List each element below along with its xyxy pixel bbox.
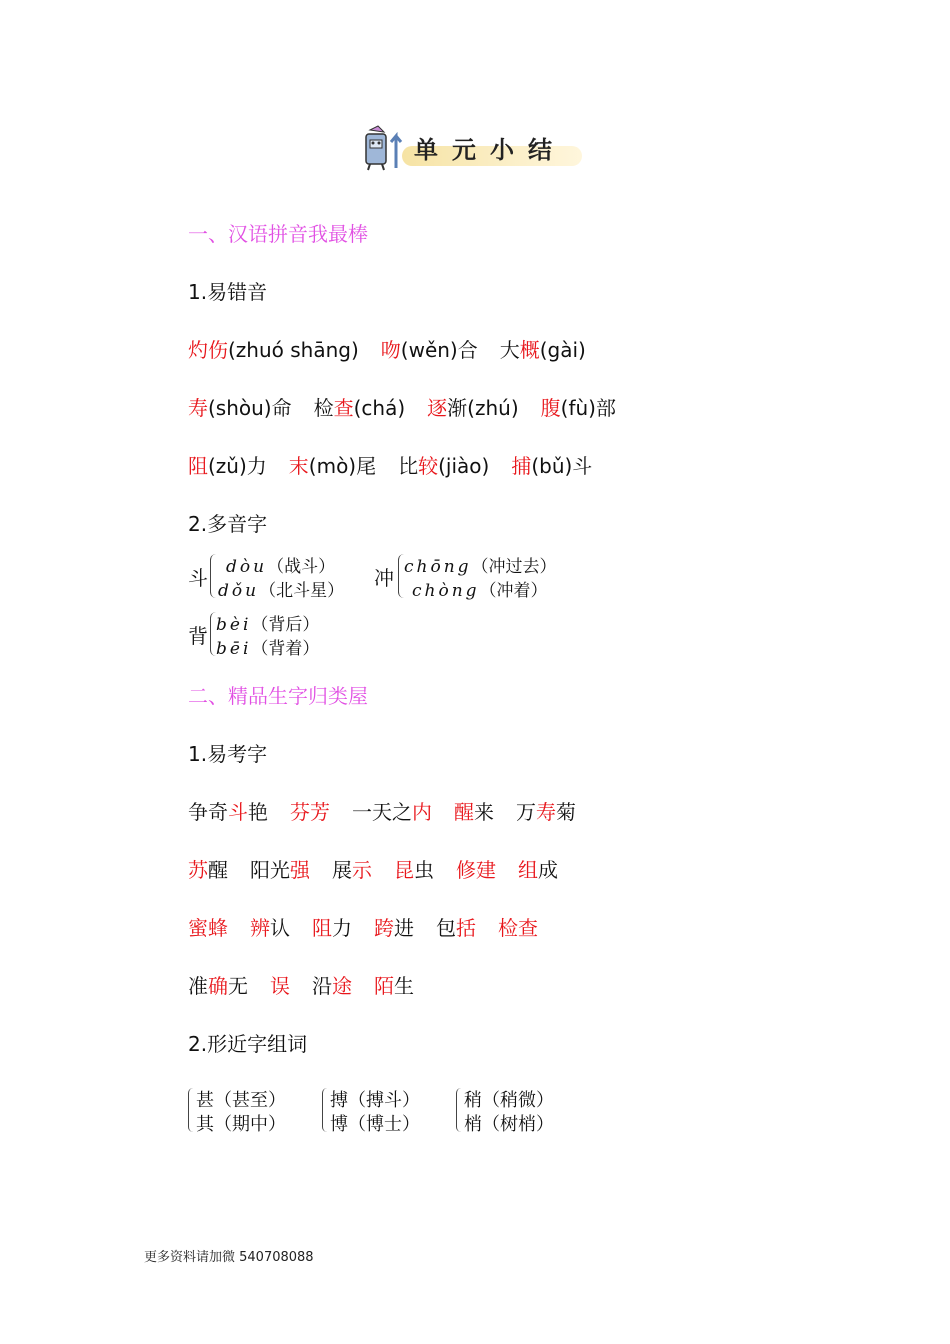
pron-line-1 [188, 334, 608, 363]
plain-text: 成 [538, 858, 558, 882]
highlighted-char: 示 [352, 858, 372, 882]
polyphone-char: 斗 [188, 566, 208, 590]
word-item [188, 858, 228, 882]
subheading-duoyinzi: 2.多音字 [188, 512, 268, 536]
word-item [394, 858, 434, 882]
pinyin: dǒu [218, 581, 260, 601]
word-item [188, 916, 228, 940]
word-line-2 [188, 854, 580, 883]
section-heading-shengzi: 二、精品生字归类屋 [188, 684, 368, 708]
example-word: （背着） [251, 639, 320, 659]
plain-text: (chá) [353, 396, 406, 420]
pinyin: chòng [412, 581, 480, 601]
highlighted-char: 概 [519, 338, 540, 362]
plain-text: 醒 [208, 858, 228, 882]
highlighted-char: 醒 [454, 800, 474, 824]
word-item [541, 396, 616, 420]
plain-text: 准 [188, 974, 208, 998]
word-item [188, 974, 248, 998]
word-item [511, 454, 592, 478]
plain-text: 无 [228, 974, 248, 998]
plain-text: 进 [394, 916, 414, 940]
plain-text: 生 [394, 974, 414, 998]
highlighted-char: 确 [208, 974, 228, 998]
word-item [374, 974, 414, 998]
highlighted-char: 内 [412, 800, 432, 824]
word-item [289, 454, 376, 478]
highlighted-char: 昆 [394, 858, 414, 882]
plain-text: 菊 [556, 800, 576, 824]
plain-text: 来 [474, 800, 494, 824]
plain-text: 阳光 [250, 858, 290, 882]
brace [456, 1088, 462, 1132]
plain-text: 艳 [248, 800, 268, 824]
plain-text: 力 [332, 916, 352, 940]
highlighted-char: 蜜蜂 [188, 916, 228, 940]
word-line-4 [188, 970, 436, 999]
plain-text: (shòu)命 [208, 396, 292, 420]
highlighted-char: 途 [332, 974, 352, 998]
word-item [516, 800, 576, 824]
plain-text: (fù)部 [560, 396, 616, 420]
highlighted-char: 芬芳 [290, 800, 330, 824]
pinyin: chōng [404, 557, 472, 577]
title-banner [358, 124, 584, 174]
word-item [188, 338, 359, 362]
word-item [188, 396, 292, 420]
subheading-yicuoyin: 1.易错音 [188, 280, 268, 304]
pair-row: 稍（稍微） [464, 1090, 554, 1111]
word-item [374, 916, 414, 940]
plain-text: 检 [313, 396, 334, 420]
example-word: （冲着） [479, 581, 548, 601]
footer-note: 更多资料请加微 540708088 [144, 1250, 314, 1265]
polyphone-char: 背 [188, 624, 208, 648]
pair-row: 甚（甚至） [196, 1090, 286, 1111]
highlighted-char: 强 [290, 858, 310, 882]
highlighted-char: 组 [518, 858, 538, 882]
plain-text: 渐(zhú) [447, 396, 519, 420]
highlighted-char: 捕 [511, 454, 532, 478]
highlighted-char: 苏 [188, 858, 208, 882]
polyphone-char: 冲 [374, 566, 394, 590]
pinyin: bèi [216, 615, 252, 635]
highlighted-char: 陌 [374, 974, 394, 998]
brace [210, 554, 217, 598]
highlighted-char: 较 [418, 454, 439, 478]
word-item [312, 916, 352, 940]
word-item [381, 338, 478, 362]
highlighted-char: 查 [333, 396, 354, 420]
plain-text: (bǔ)斗 [531, 454, 593, 478]
word-item [456, 858, 496, 882]
plain-text: 认 [270, 916, 290, 940]
plain-text: 大 [499, 338, 520, 362]
highlighted-char: 吻 [380, 338, 401, 362]
highlighted-char: 阻 [312, 916, 332, 940]
subheading-yikaozi: 1.易考字 [188, 742, 268, 766]
word-item [332, 858, 372, 882]
word-item [436, 916, 476, 940]
brace [322, 1088, 328, 1132]
pair-row: 博（博士） [330, 1114, 420, 1135]
pron-line-2 [188, 392, 638, 421]
highlighted-char: 寿 [536, 800, 556, 824]
highlighted-char: 修建 [456, 858, 496, 882]
highlighted-char: 灼伤 [188, 338, 228, 362]
example-word: （背后） [251, 615, 320, 635]
highlighted-char: 腹 [540, 396, 561, 420]
word-item [314, 396, 406, 420]
word-item [398, 454, 489, 478]
plain-text: (wěn)合 [400, 338, 478, 362]
word-item [188, 800, 268, 824]
pair-row: 梢（树梢） [464, 1114, 554, 1135]
example-word: （北斗星） [259, 581, 345, 601]
plain-text: (mò)尾 [308, 454, 377, 478]
pair-row: 搏（搏斗） [330, 1090, 420, 1111]
word-item [498, 916, 538, 940]
plain-text: (zǔ)力 [208, 454, 267, 478]
plain-text: 沿 [312, 974, 332, 998]
word-item [250, 916, 290, 940]
word-item [454, 800, 494, 824]
highlighted-char: 寿 [188, 396, 208, 420]
pinyin: bēi [216, 639, 252, 659]
pron-line-3 [188, 450, 614, 479]
highlighted-char: 斗 [228, 800, 248, 824]
plain-text: (gài) [539, 338, 586, 362]
word-item [500, 338, 586, 362]
word-item [518, 858, 558, 882]
plain-text: 万 [516, 800, 536, 824]
word-item [352, 800, 432, 824]
highlighted-char: 检查 [498, 916, 538, 940]
word-item [270, 974, 290, 998]
word-line-3 [188, 912, 560, 941]
highlighted-char: 辨 [250, 916, 270, 940]
plain-text: 一天之 [352, 800, 412, 824]
example-word: （冲过去） [471, 557, 557, 577]
word-item [427, 396, 518, 420]
highlighted-char: 误 [270, 974, 290, 998]
highlighted-char: 括 [456, 916, 476, 940]
highlighted-char: 末 [288, 454, 309, 478]
pinyin: dòu [226, 557, 268, 577]
brace [188, 1088, 194, 1132]
word-item [250, 858, 310, 882]
plain-text: 比 [398, 454, 419, 478]
book-mascot-icon [358, 124, 412, 174]
word-item [290, 800, 330, 824]
plain-text: (zhuó shāng) [228, 338, 359, 362]
banner-title: 单元小结 [414, 135, 566, 164]
example-word: （战斗） [267, 557, 336, 577]
pair-row: 其（期中） [196, 1114, 286, 1135]
highlighted-char: 跨 [374, 916, 394, 940]
plain-text: 争奇 [188, 800, 228, 824]
plain-text: (jiào) [438, 454, 490, 478]
highlighted-char: 阻 [188, 454, 208, 478]
plain-text: 展 [332, 858, 352, 882]
word-item [188, 454, 267, 478]
word-line-1 [188, 796, 598, 825]
section-heading-pinyin: 一、汉语拼音我最棒 [188, 222, 368, 246]
word-item [312, 974, 352, 998]
highlighted-char: 逐 [427, 396, 448, 420]
subheading-xingjinzi: 2.形近字组词 [188, 1032, 308, 1056]
plain-text: 包 [436, 916, 456, 940]
plain-text: 虫 [414, 858, 434, 882]
